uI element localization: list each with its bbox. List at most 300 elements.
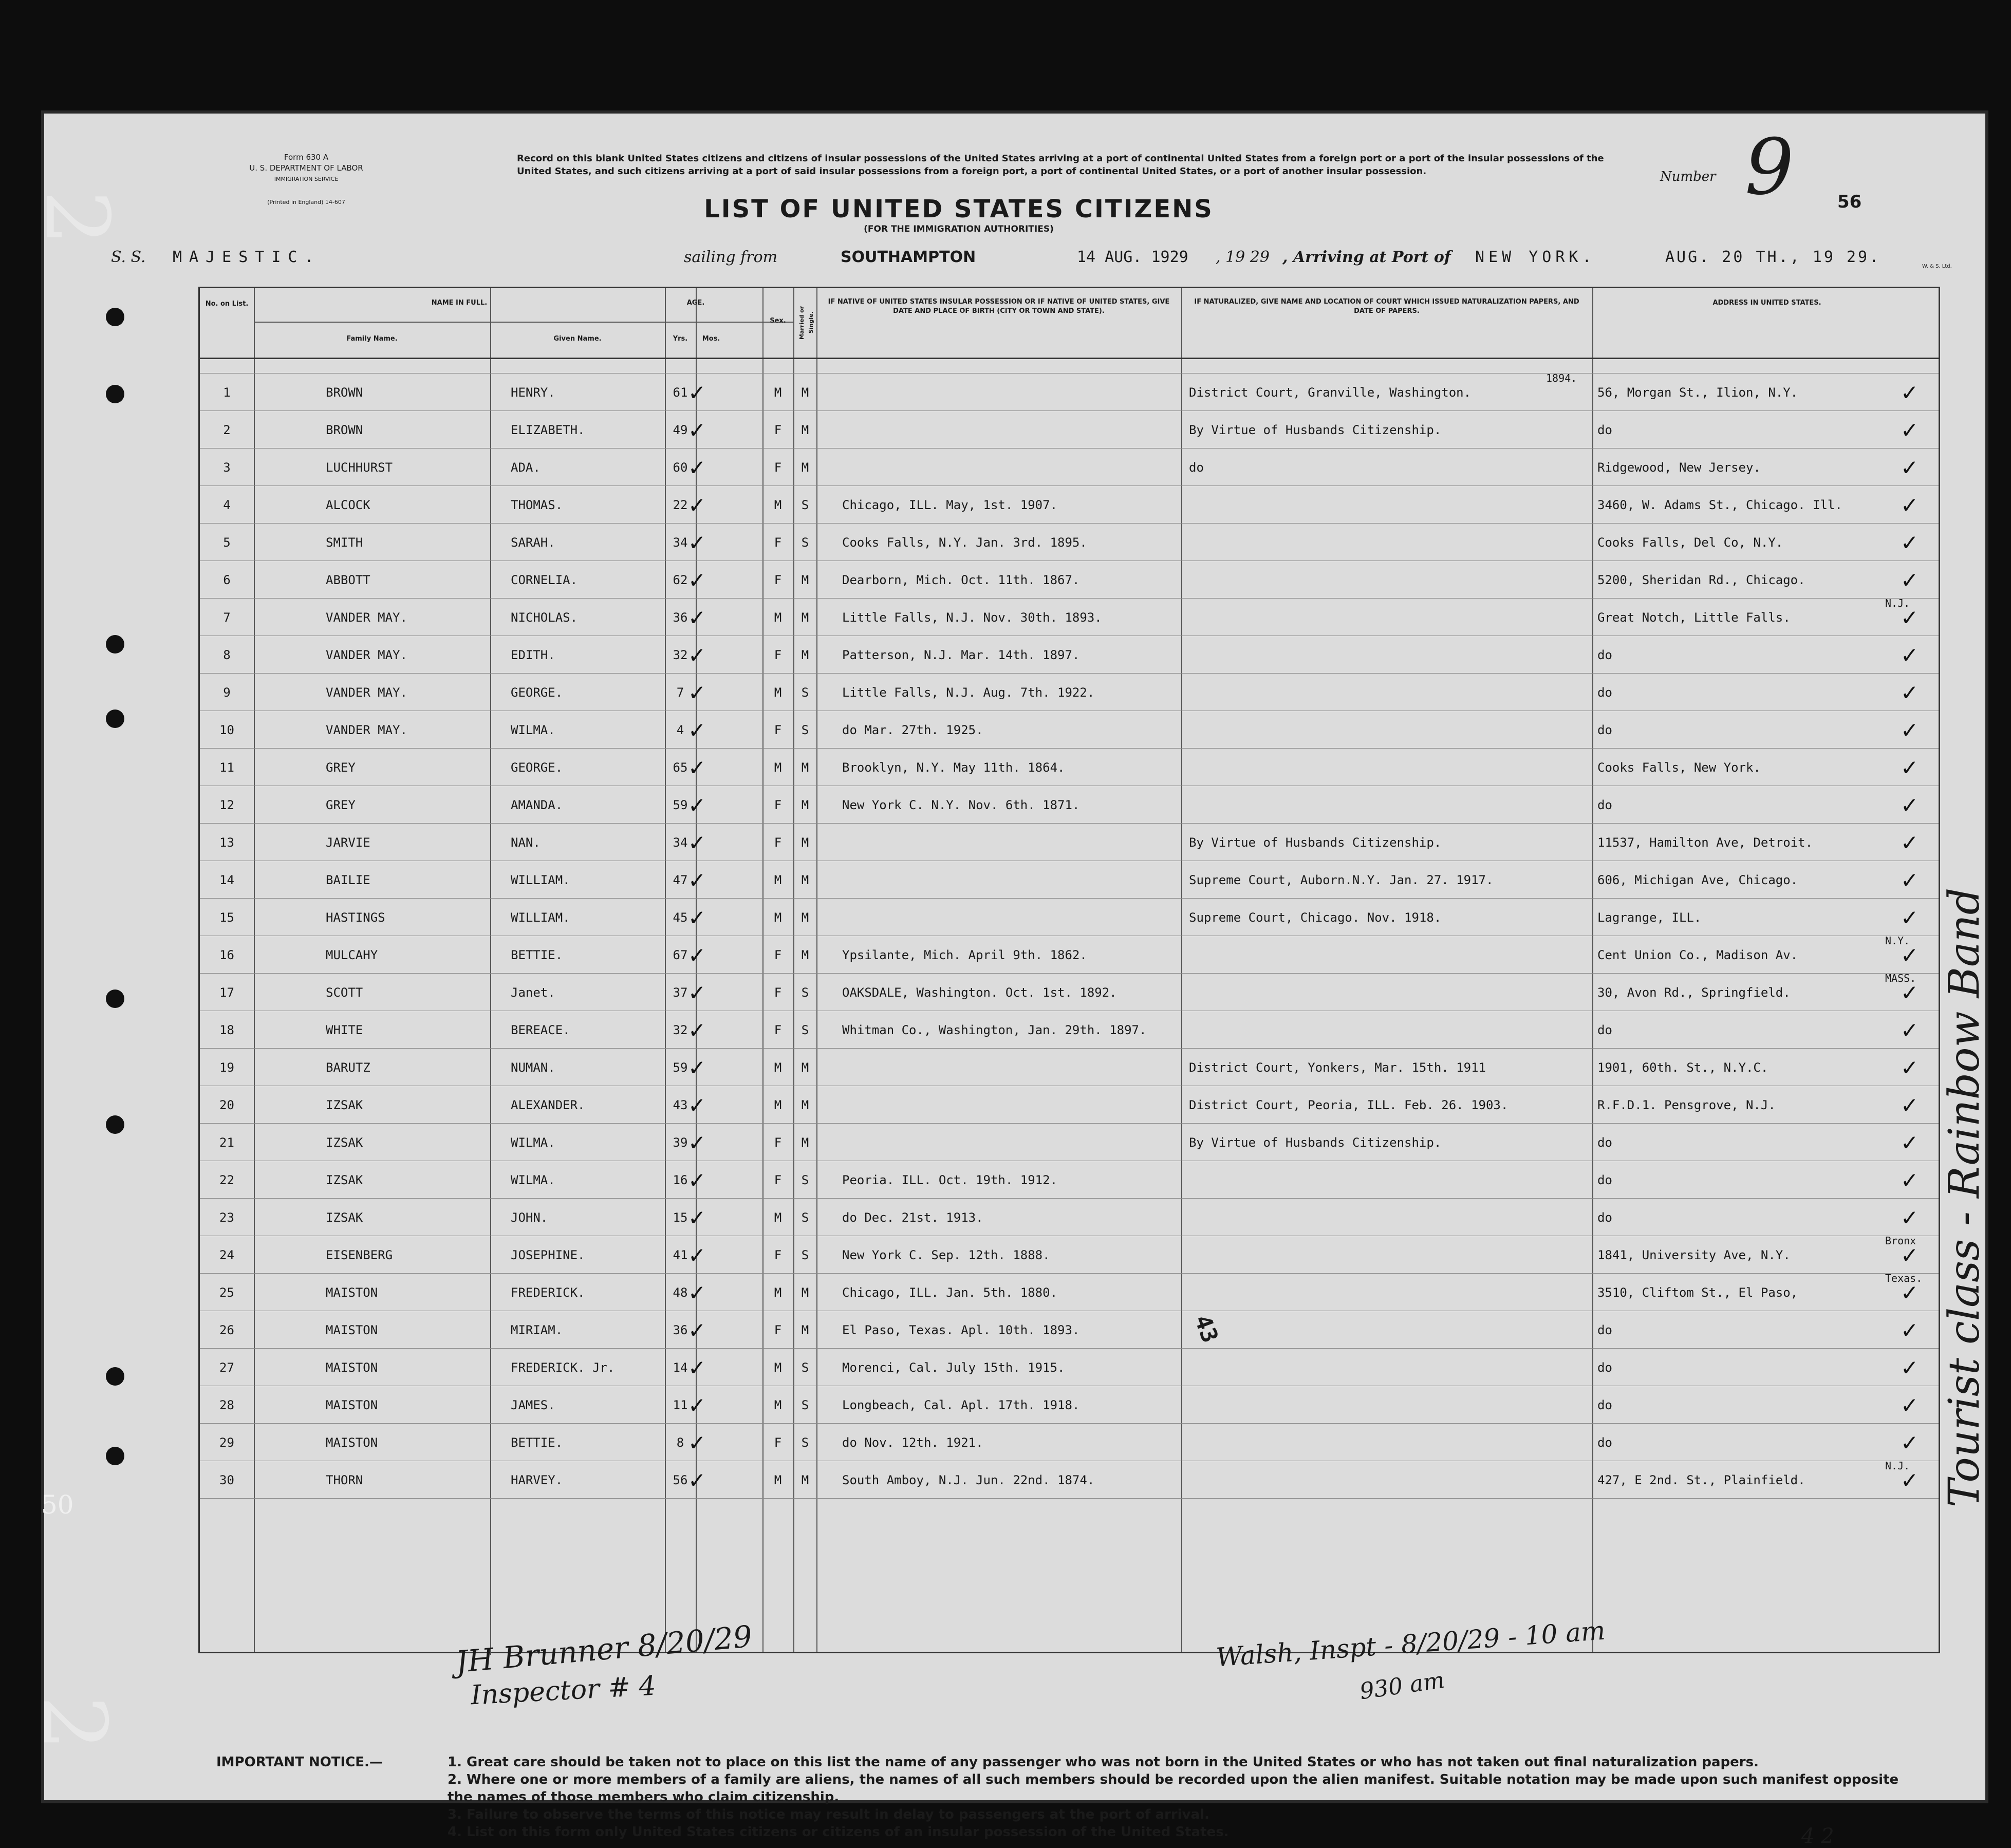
address: 1901, 60th. St., N.Y.C. <box>1597 1060 1768 1075</box>
birth-info: Morenci, Cal. July 15th. 1915. <box>842 1360 1065 1375</box>
address-check-mark: ✓ <box>1901 418 1919 443</box>
row-number: 22 <box>219 1173 234 1187</box>
birth-info: Little Falls, N.J. Aug. 7th. 1922. <box>842 685 1095 700</box>
sex: F <box>774 723 782 737</box>
given-name: ADA. <box>511 460 541 475</box>
notice-heading: IMPORTANT NOTICE.— <box>216 1754 383 1770</box>
family-name: GREY <box>326 760 356 775</box>
marital-status: M <box>801 760 809 775</box>
table-row <box>200 823 1942 861</box>
sex: M <box>774 610 782 625</box>
given-name: WILMA. <box>511 1135 555 1150</box>
table-row <box>200 673 1942 711</box>
age-years: 41 <box>673 1248 688 1262</box>
family-name: VANDER MAY. <box>326 648 407 662</box>
age-years: 22 <box>673 498 688 512</box>
marital-status: S <box>801 1435 809 1450</box>
family-name: BARUTZ <box>326 1060 370 1075</box>
given-name: FREDERICK. <box>511 1285 585 1300</box>
age-check-mark: ✓ <box>688 868 706 893</box>
row-number: 24 <box>219 1248 234 1262</box>
address-check-mark: ✓ <box>1901 530 1919 555</box>
address-check-mark: ✓ <box>1901 680 1919 705</box>
age-check-mark: ✓ <box>688 568 706 593</box>
row-number: 14 <box>219 873 234 887</box>
marital-status: S <box>801 535 809 550</box>
birth-info: Dearborn, Mich. Oct. 11th. 1867. <box>842 573 1080 587</box>
address: 3510, Cliftom St., El Paso, <box>1597 1285 1798 1300</box>
marital-status: M <box>801 835 809 850</box>
address-note: N.Y. <box>1885 935 1910 947</box>
age-years: 32 <box>673 648 688 662</box>
address: Cooks Falls, New York. <box>1597 760 1761 775</box>
marital-status: M <box>801 1285 809 1300</box>
row-number: 1 <box>223 385 231 400</box>
address: do <box>1597 1398 1612 1412</box>
given-name: ELIZABETH. <box>511 423 585 437</box>
address-check-mark: ✓ <box>1901 380 1919 405</box>
sex: M <box>774 1285 782 1300</box>
notice-item: 3. Failure to observe the terms of this notice may result in delay to passengers at the port of arrival. <box>448 1807 1209 1822</box>
row-number: 23 <box>219 1210 234 1225</box>
age-check-mark: ✓ <box>688 1430 706 1455</box>
table-row <box>200 410 1942 448</box>
birth-info: do Dec. 21st. 1913. <box>842 1210 983 1225</box>
age-check-mark: ✓ <box>688 793 706 818</box>
table-row <box>200 1348 1942 1386</box>
table-row <box>200 1011 1942 1048</box>
naturalization-info: District Court, Yonkers, Mar. 15th. 1911 <box>1189 1060 1486 1075</box>
corner-mark: 2 <box>26 190 128 246</box>
row-number: 18 <box>219 1023 234 1037</box>
table-row <box>200 936 1942 973</box>
marital-status: M <box>801 460 809 475</box>
birth-info: New York C. Sep. 12th. 1888. <box>842 1248 1050 1262</box>
naturalization-info: District Court, Peoria, ILL. Feb. 26. 1903. <box>1189 1098 1509 1112</box>
header-family: Family Name. <box>346 335 398 343</box>
table-row <box>200 898 1942 936</box>
table-row <box>200 1236 1942 1273</box>
row-number: 29 <box>219 1435 234 1450</box>
time-note: 930 am <box>1358 1667 1446 1705</box>
naturalization-info: By Virtue of Husbands Citizenship. <box>1189 1135 1442 1150</box>
row-number: 30 <box>219 1473 234 1487</box>
marital-status: M <box>801 610 809 625</box>
birth-info: El Paso, Texas. Apl. 10th. 1893. <box>842 1323 1080 1337</box>
given-name: WILMA. <box>511 1173 555 1187</box>
address-check-mark: ✓ <box>1901 1355 1919 1380</box>
sex: F <box>774 1173 782 1187</box>
age-years: 34 <box>673 535 688 550</box>
given-name: GEORGE. <box>511 760 563 775</box>
family-name: VANDER MAY. <box>326 685 407 700</box>
marital-status: S <box>801 498 809 512</box>
age-check-mark: ✓ <box>688 1205 706 1230</box>
age-years: 15 <box>673 1210 688 1225</box>
row-number: 3 <box>223 460 231 475</box>
table-row <box>200 1198 1942 1236</box>
side-handwritten-note <box>1940 823 1989 1573</box>
address: Lagrange, ILL. <box>1597 910 1702 925</box>
sex: F <box>774 985 782 1000</box>
naturalization-info: By Virtue of Husbands Citizenship. <box>1189 835 1442 850</box>
row-number: 12 <box>219 798 234 812</box>
family-name: JARVIE <box>326 835 370 850</box>
form-number: Form 630 A <box>284 153 329 162</box>
inspector-signature-line2: Inspector # 4 <box>470 1670 657 1711</box>
age-years: 7 <box>676 685 684 700</box>
header-no: No. on List. <box>205 300 249 308</box>
row-number: 4 <box>223 498 231 512</box>
row-number: 15 <box>219 910 234 925</box>
sex: M <box>774 1360 782 1375</box>
marital-status: S <box>801 1360 809 1375</box>
marital-status: M <box>801 1473 809 1487</box>
punch-hole <box>106 385 124 403</box>
page-number: 56 <box>1837 192 1862 212</box>
address-check-mark: ✓ <box>1901 1318 1919 1343</box>
given-name: BETTIE. <box>511 948 563 962</box>
address-check-mark: ✓ <box>1901 1393 1919 1418</box>
age-years: 45 <box>673 910 688 925</box>
marital-status: S <box>801 1248 809 1262</box>
age-check-mark: ✓ <box>688 1055 706 1080</box>
age-check-mark: ✓ <box>688 1355 706 1380</box>
family-name: BAILIE <box>326 873 370 887</box>
table-row <box>200 1086 1942 1123</box>
age-years: 16 <box>673 1173 688 1187</box>
row-number: 13 <box>219 835 234 850</box>
row-rule <box>200 1423 1939 1424</box>
birth-info: Peoria. ILL. Oct. 19th. 1912. <box>842 1173 1058 1187</box>
given-name: EDITH. <box>511 648 555 662</box>
marital-status: M <box>801 873 809 887</box>
walsh-signature: Walsh, Inspt - 8/20/29 - 10 am <box>1215 1615 1607 1673</box>
table-row <box>200 373 1942 410</box>
given-name: HARVEY. <box>511 1473 563 1487</box>
age-years: 36 <box>673 610 688 625</box>
address-note: N.J. <box>1885 597 1910 609</box>
marital-status: S <box>801 1398 809 1412</box>
given-name: THOMAS. <box>511 498 563 512</box>
age-check-mark: ✓ <box>688 1243 706 1268</box>
birth-info: South Amboy, N.J. Jun. 22nd. 1874. <box>842 1473 1095 1487</box>
sex: F <box>774 535 782 550</box>
age-check-mark: ✓ <box>688 680 706 705</box>
table-row <box>200 861 1942 898</box>
address-note: N.J. <box>1885 1460 1910 1472</box>
sex: M <box>774 685 782 700</box>
address: do <box>1597 1135 1612 1150</box>
address: do <box>1597 1360 1612 1375</box>
manifest-table <box>198 287 1940 1653</box>
sex: F <box>774 948 782 962</box>
family-name: VANDER MAY. <box>326 723 407 737</box>
age-years: 11 <box>673 1398 688 1412</box>
marital-status: M <box>801 1060 809 1075</box>
age-check-mark: ✓ <box>688 1393 706 1418</box>
age-years: 61 <box>673 385 688 400</box>
naturalization-info: Supreme Court, Auborn.N.Y. Jan. 27. 1917. <box>1189 873 1494 887</box>
row-rule <box>200 973 1939 974</box>
row-number: 6 <box>223 573 231 587</box>
address: do <box>1597 723 1612 737</box>
row-rule <box>200 1348 1939 1349</box>
row-rule <box>200 673 1939 674</box>
address-check-mark: ✓ <box>1901 605 1919 630</box>
sex: M <box>774 1210 782 1225</box>
sex: M <box>774 1473 782 1487</box>
age-years: 65 <box>673 760 688 775</box>
address: 606, Michigan Ave, Chicago. <box>1597 873 1798 887</box>
table-row <box>200 1461 1942 1498</box>
given-name: GEORGE. <box>511 685 563 700</box>
page-subtitle: (FOR THE IMMIGRATION AUTHORITIES) <box>864 224 1054 234</box>
port-from: SOUTHAMPTON <box>841 248 976 266</box>
table-row <box>200 973 1942 1011</box>
table-row <box>200 486 1942 523</box>
given-name: JAMES. <box>511 1398 555 1412</box>
given-name: JOHN. <box>511 1210 548 1225</box>
marital-status: S <box>801 1023 809 1037</box>
header-birth: IF NATIVE OF UNITED STATES INSULAR POSSESSION OR IF NATIVE OF UNITED STATES, GIVE DATE AND PLACE OF BIRTH (CITY OR TOWN AND STATE). <box>828 298 1170 315</box>
address-check-mark: ✓ <box>1901 1130 1919 1155</box>
ship-name: MAJESTIC. <box>173 248 321 266</box>
notice-item: 1. Great care should be taken not to place on this list the name of any passenger who was not born in the United States or who has not taken out final naturalization papers. <box>448 1754 1759 1770</box>
age-years: 32 <box>673 1023 688 1037</box>
row-rule <box>200 1198 1939 1199</box>
marital-status: M <box>801 948 809 962</box>
sex: F <box>774 460 782 475</box>
family-name: HASTINGS <box>326 910 385 925</box>
header-naturalized: IF NATURALIZED, GIVE NAME AND LOCATION OF COURT WHICH ISSUED NATURALIZATION PAPERS, AND DATE OF PAPERS. <box>1194 298 1579 315</box>
marital-status: S <box>801 723 809 737</box>
age-years: 56 <box>673 1473 688 1487</box>
address: do <box>1597 685 1612 700</box>
row-number: 8 <box>223 648 231 662</box>
address-check-mark: ✓ <box>1901 493 1919 518</box>
given-name: NUMAN. <box>511 1060 555 1075</box>
row-rule <box>200 898 1939 899</box>
family-name: IZSAK <box>326 1173 363 1187</box>
punch-hole <box>106 635 124 654</box>
birth-info: Little Falls, N.J. Nov. 30th. 1893. <box>842 610 1102 625</box>
marital-status: S <box>801 1210 809 1225</box>
table-row <box>200 1423 1942 1461</box>
family-name: BROWN <box>326 423 363 437</box>
address: 11537, Hamilton Ave, Detroit. <box>1597 835 1813 850</box>
marital-status: M <box>801 1098 809 1112</box>
family-name: BROWN <box>326 385 363 400</box>
sex: F <box>774 423 782 437</box>
age-check-mark: ✓ <box>688 718 706 743</box>
family-name: IZSAK <box>326 1098 363 1112</box>
age-years: 14 <box>673 1360 688 1375</box>
marital-status: M <box>801 1323 809 1337</box>
birth-info: Chicago, ILL. May, 1st. 1907. <box>842 498 1058 512</box>
age-check-mark: ✓ <box>688 905 706 930</box>
naturalization-note: 1894. <box>1546 372 1577 384</box>
birth-info: Longbeach, Cal. Apl. 17th. 1918. <box>842 1398 1080 1412</box>
address-check-mark: ✓ <box>1901 718 1919 743</box>
age-check-mark: ✓ <box>688 1168 706 1193</box>
age-years: 67 <box>673 948 688 962</box>
family-name: MAISTON <box>326 1360 378 1375</box>
address-check-mark: ✓ <box>1901 755 1919 780</box>
age-check-mark: ✓ <box>688 1130 706 1155</box>
age-years: 43 <box>673 1098 688 1112</box>
table-row <box>200 598 1942 636</box>
sex: F <box>774 835 782 850</box>
age-check-mark: ✓ <box>688 980 706 1005</box>
row-rule <box>200 1048 1939 1049</box>
row-number: 2 <box>223 423 231 437</box>
address: 427, E 2nd. St., Plainfield. <box>1597 1473 1805 1487</box>
marital-status: M <box>801 573 809 587</box>
address: 1841, University Ave, N.Y. <box>1597 1248 1791 1262</box>
sex: M <box>774 498 782 512</box>
age-check-mark: ✓ <box>688 380 706 405</box>
year-from: , 19 29 <box>1216 248 1270 266</box>
age-years: 59 <box>673 798 688 812</box>
row-rule <box>200 1123 1939 1124</box>
header-address: ADDRESS IN UNITED STATES. <box>1712 299 1821 307</box>
address-check-mark: ✓ <box>1901 568 1919 593</box>
given-name: ALEXANDER. <box>511 1098 585 1112</box>
table-row <box>200 523 1942 561</box>
date-to: AUG. 20 TH., 19 29. <box>1665 248 1881 266</box>
punch-hole <box>106 308 124 326</box>
arriving-label: , Arriving at Port of <box>1282 248 1451 266</box>
table-row <box>200 1161 1942 1198</box>
marital-status: M <box>801 648 809 662</box>
row-number: 11 <box>219 760 234 775</box>
age-years: 39 <box>673 1135 688 1150</box>
given-name: HENRY. <box>511 385 555 400</box>
age-years: 36 <box>673 1323 688 1337</box>
given-name: FREDERICK. Jr. <box>511 1360 615 1375</box>
family-name: ABBOTT <box>326 573 370 587</box>
age-years: 37 <box>673 985 688 1000</box>
address: do <box>1597 1435 1612 1450</box>
sex: F <box>774 573 782 587</box>
row-rule <box>200 748 1939 749</box>
sailing-label: sailing from <box>684 248 778 266</box>
row-number: 28 <box>219 1398 234 1412</box>
ss-label: S. S. <box>111 248 146 266</box>
row-rule <box>200 523 1939 524</box>
table-row <box>200 1311 1942 1348</box>
row-number: 20 <box>219 1098 234 1112</box>
number-value: 9 <box>1745 123 1794 212</box>
sex: F <box>774 798 782 812</box>
age-check-mark: ✓ <box>688 1318 706 1343</box>
birth-info: OAKSDALE, Washington. Oct. 1st. 1892. <box>842 985 1117 1000</box>
row-rule <box>200 823 1939 824</box>
family-name: THORN <box>326 1473 363 1487</box>
address-check-mark: ✓ <box>1901 1430 1919 1455</box>
naturalization-info: By Virtue of Husbands Citizenship. <box>1189 423 1442 437</box>
record-instructions: Record on this blank United States citizens and citizens of insular possessions of the United States arriving at a port of continental United States from a foreign port or a port of the insular possessions of the United States, and such citizens arriving at a port of said insular possessions from a foreign port, a port of continental United States, or a port of another insular possession. <box>517 153 1604 177</box>
birth-info: Cooks Falls, N.Y. Jan. 3rd. 1895. <box>842 535 1087 550</box>
address-note: Texas. <box>1885 1272 1923 1284</box>
family-name: VANDER MAY. <box>326 610 407 625</box>
address: 3460, W. Adams St., Chicago. Ill. <box>1597 498 1842 512</box>
sex: M <box>774 1398 782 1412</box>
family-name: SCOTT <box>326 985 363 1000</box>
naturalization-info: District Court, Granville, Washington. <box>1189 385 1472 400</box>
address-check-mark: ✓ <box>1901 1468 1919 1493</box>
address-check-mark: ✓ <box>1901 905 1919 930</box>
age-years: 48 <box>673 1285 688 1300</box>
table-row <box>200 636 1942 673</box>
sex: F <box>774 648 782 662</box>
header-subdivider <box>254 322 793 323</box>
family-name: IZSAK <box>326 1135 363 1150</box>
age-check-mark: ✓ <box>688 455 706 480</box>
row-rule <box>200 1273 1939 1274</box>
address: do <box>1597 798 1612 812</box>
age-check-mark: ✓ <box>688 643 706 668</box>
sex: M <box>774 873 782 887</box>
printer-mark: W. & S. Ltd. <box>1922 264 1952 269</box>
birth-info: do Nov. 12th. 1921. <box>842 1435 983 1450</box>
row-number: 16 <box>219 948 234 962</box>
address-check-mark: ✓ <box>1901 455 1919 480</box>
address: do <box>1597 648 1612 662</box>
age-check-mark: ✓ <box>688 1468 706 1493</box>
address: 5200, Sheridan Rd., Chicago. <box>1597 573 1805 587</box>
corner-mark-bottom: 2 <box>23 1695 125 1751</box>
sex: M <box>774 760 782 775</box>
age-check-mark: ✓ <box>688 755 706 780</box>
address: do <box>1597 1173 1612 1187</box>
address: Great Notch, Little Falls. <box>1597 610 1791 625</box>
table-row <box>200 711 1942 748</box>
sex: M <box>774 385 782 400</box>
header-name: NAME IN FULL. <box>431 299 488 307</box>
given-name: JOSEPHINE. <box>511 1248 585 1262</box>
row-number: 17 <box>219 985 234 1000</box>
notice-items <box>448 1753 1912 1841</box>
table-row <box>200 1048 1942 1086</box>
age-check-mark: ✓ <box>688 1093 706 1118</box>
row-rule <box>200 598 1939 599</box>
age-check-mark: ✓ <box>688 943 706 968</box>
age-years: 34 <box>673 835 688 850</box>
row-number: 25 <box>219 1285 234 1300</box>
row-number: 5 <box>223 535 231 550</box>
given-name: WILLIAM. <box>511 873 570 887</box>
address: do <box>1597 1210 1612 1225</box>
department: U. S. DEPARTMENT OF LABOR <box>249 163 363 173</box>
manifest-sheet <box>41 110 1989 1848</box>
age-check-mark: ✓ <box>688 418 706 443</box>
given-name: Janet. <box>511 985 555 1000</box>
stamp-number: 43 <box>1189 1311 1223 1347</box>
marital-status: M <box>801 910 809 925</box>
birth-info: Whitman Co., Washington, Jan. 29th. 1897. <box>842 1023 1147 1037</box>
address-check-mark: ✓ <box>1901 1055 1919 1080</box>
address-check-mark: ✓ <box>1901 643 1919 668</box>
family-name: MAISTON <box>326 1398 378 1412</box>
address: do <box>1597 1323 1612 1337</box>
given-name: MIRIAM. <box>511 1323 563 1337</box>
marital-status: S <box>801 985 809 1000</box>
row-number: 10 <box>219 723 234 737</box>
marital-status: M <box>801 385 809 400</box>
voyage-line <box>111 248 1940 269</box>
